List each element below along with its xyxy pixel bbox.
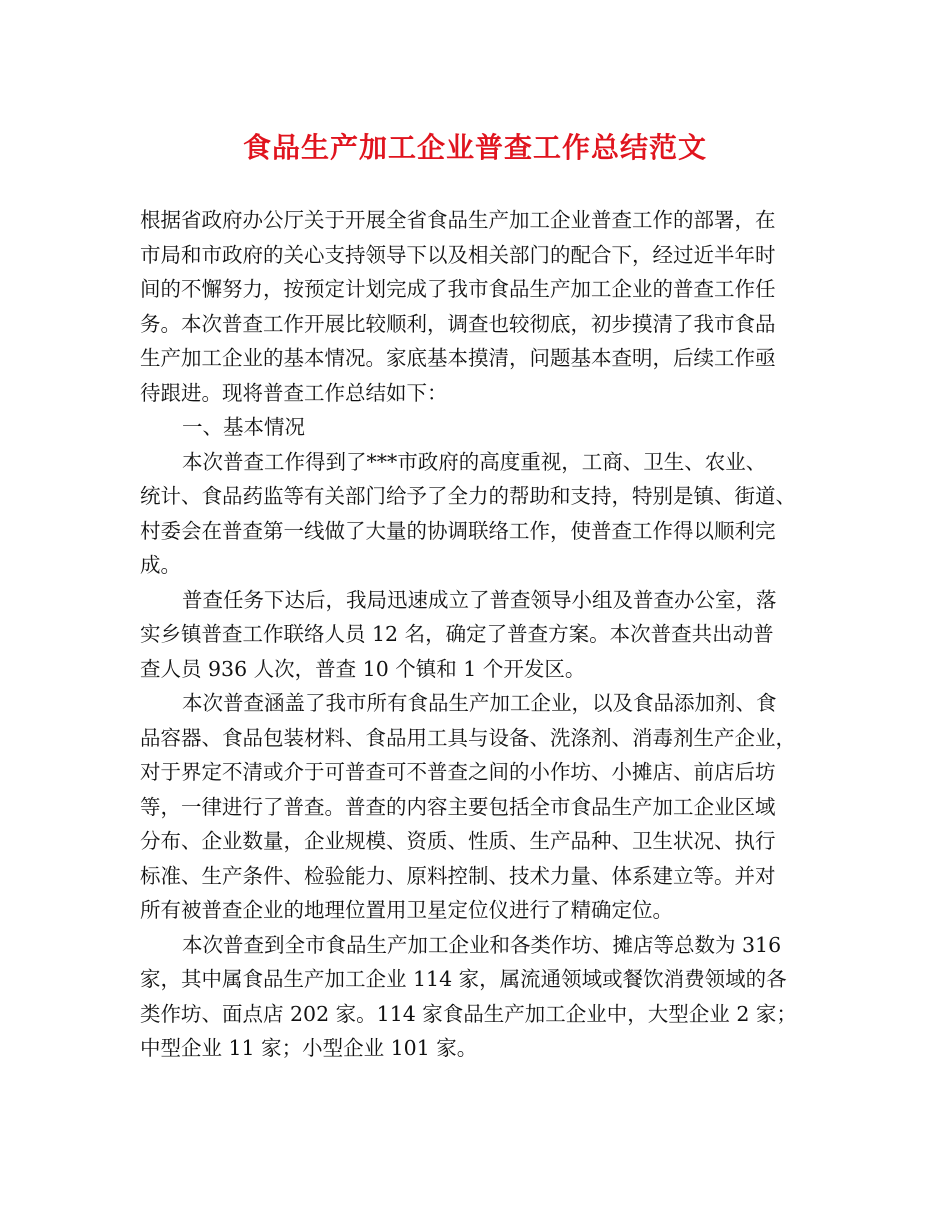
body-line: 村委会在普查第一线做了大量的协调联络工作，使普查工作得以顺利完: [140, 518, 776, 543]
body-line: 查人员 936 人次，普查 10 个镇和 1 个开发区。: [140, 656, 586, 681]
body-line: 类作坊、面点店 202 家。114 家食品生产加工企业中，大型企业 2 家；: [140, 1001, 797, 1026]
document-title: 食品生产加工企业普查工作总结范文: [242, 131, 707, 164]
body-line: 等，一律进行了普查。普查的内容主要包括全市食品生产加工企业区域: [140, 794, 776, 819]
body-line: 分布、企业数量，企业规模、资质、性质、生产品种、卫生状况、执行: [140, 829, 776, 853]
document-body: [140, 203, 830, 1066]
body-line: 本次普查工作得到了***市政府的高度重视，工商、卫生、农业、: [182, 449, 767, 474]
body-line: 所有被普查企业的地理位置用卫星定位仪进行了精确定位。: [140, 898, 673, 922]
body-line: 间的不懈努力，按预定计划完成了我市食品生产加工企业的普查工作任: [140, 277, 776, 301]
body-line: 务。本次普查工作开展比较顺利，调查也较彻底，初步摸清了我市食品: [140, 311, 776, 336]
body-line: 待跟进。现将普查工作总结如下：: [140, 380, 448, 405]
body-line: 统计、食品药监等有关部门给予了全力的帮助和支持，特别是镇、街道、: [140, 484, 796, 508]
body-line: 品容器、食品包装材料、食品用工具与设备、洗涤剂、消毒剂生产企业，: [140, 725, 796, 750]
body-line: 中型企业 11 家；小型企业 101 家。: [140, 1036, 478, 1060]
body-line: 根据省政府办公厅关于开展全省食品生产加工企业普查工作的部署，在: [140, 208, 776, 232]
body-line: 对于界定不清或介于可普查可不普查之间的小作坊、小摊店、前店后坊: [140, 760, 776, 784]
body-line: 家，其中属食品生产加工企业 114 家，属流通领域或餐饮消费领域的各: [140, 967, 787, 991]
body-line: 成。: [140, 553, 181, 577]
body-line: 生产加工企业的基本情况。家底基本摸清，问题基本查明，后续工作亟: [140, 346, 776, 370]
body-line: 本次普查到全市食品生产加工企业和各类作坊、摊店等总数为 316: [182, 932, 782, 957]
body-line: 本次普查涵盖了我市所有食品生产加工企业，以及食品添加剂、食: [182, 691, 777, 715]
body-line: 市局和市政府的关心支持领导下以及相关部门的配合下，经过近半年时: [140, 242, 776, 267]
body-line: 标准、生产条件、检验能力、原料控制、技术力量、体系建立等。并对: [140, 863, 776, 888]
body-line: 实乡镇普查工作联络人员 12 名，确定了普查方案。本次普查共出动普: [140, 622, 774, 646]
body-line: 普查任务下达后，我局迅速成立了普查领导小组及普查办公室，落: [182, 587, 777, 612]
body-line: 一、基本情况: [182, 415, 305, 439]
